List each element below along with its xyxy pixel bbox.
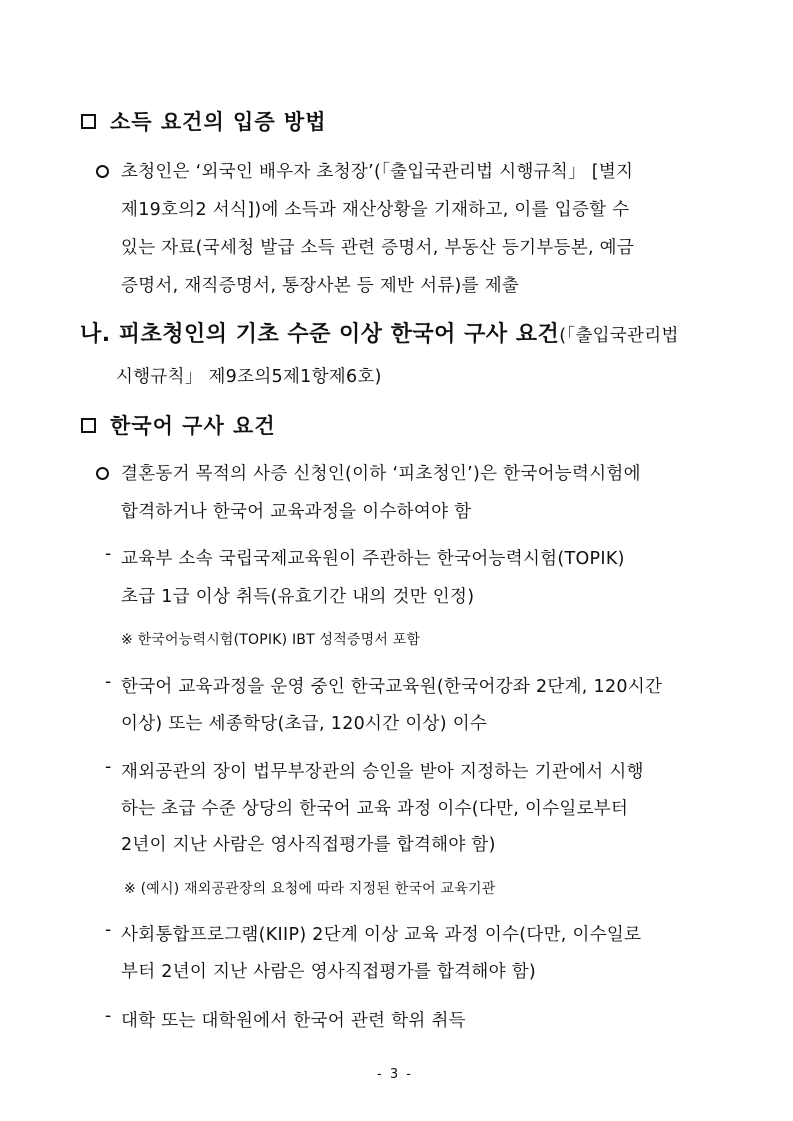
list-item-line: 교육부 소속 국립국제교육원이 주관하는 한국어능력시험(TOPIK): [121, 549, 625, 569]
subsection-title: [80, 317, 679, 348]
list-item-line: 2년이 지난 사람은 영사직접평가를 합격해야 함): [121, 835, 496, 855]
section-heading-korean-requirement: 한국어 구사 요건: [110, 414, 276, 438]
list-item-line: 하는 초급 수준 상당의 한국어 교육 과정 이수(다만, 이수일로부터: [121, 799, 629, 819]
checkbox-square-icon: [81, 114, 96, 129]
paragraph-line: 제19호의2 서식])에 소득과 재산상황을 기재하고, 이를 입증할 수: [121, 200, 630, 220]
circle-bullet-icon: [96, 467, 109, 480]
section-heading-income-proof: 소득 요건의 입증 방법: [110, 110, 327, 134]
list-item-line: 초급 1급 이상 취득(유효기간 내의 것만 인정): [121, 587, 475, 607]
list-item-line: 부터 2년이 지난 사람은 영사직접평가를 합격해야 함): [121, 962, 537, 982]
subsection-title-reference-cont: 시행규칙」 제9조의5제1항제6호): [116, 367, 382, 387]
list-item-line: 한국어 교육과정을 운영 중인 한국교육원(한국어강좌 2단계, 120시간: [121, 677, 663, 697]
dash-bullet: -: [105, 757, 112, 777]
subsection-title-reference: (「출입국관리법: [559, 326, 679, 346]
reference-note: ※ 한국어능력시험(TOPIK) IBT 성적증명서 포함: [121, 632, 421, 648]
paragraph-line: 있는 자료(국세청 발급 소득 관련 증명서, 부동산 등기부등본, 예금: [121, 238, 635, 258]
paragraph-line: 합격하거나 한국어 교육과정을 이수하여야 함: [121, 502, 472, 522]
list-item-line: 재외공관의 장이 법무부장관의 승인을 받아 지정하는 기관에서 시행: [121, 762, 644, 782]
subsection-title-bold: 나. 피초청인의 기초 수준 이상 한국어 구사 요건: [80, 322, 560, 347]
dash-bullet: -: [105, 672, 112, 692]
paragraph-line: 결혼동거 목적의 사증 신청인(이하 ‘피초청인’)은 한국어능력시험에: [121, 464, 641, 484]
checkbox-square-icon: [81, 418, 96, 433]
paragraph-line: 초청인은 ‘외국인 배우자 초청장’(「출입국관리법 시행규칙」 [별지: [121, 162, 634, 182]
paragraph-line: 증명서, 재직증명서, 통장사본 등 제반 서류)를 제출: [121, 276, 520, 296]
dash-bullet: -: [105, 920, 112, 940]
list-item-line: 대학 또는 대학원에서 한국어 관련 학위 취득: [121, 1011, 466, 1031]
reference-note: ※ (예시) 재외공관장의 요청에 따라 지정된 한국어 교육기관: [124, 881, 496, 897]
list-item-line: 사회통합프로그램(KIIP) 2단계 이상 교육 과정 이수(다만, 이수일로: [121, 925, 642, 945]
dash-bullet: -: [105, 1006, 112, 1026]
list-item-line: 이상) 또는 세종학당(초급, 120시간 이상) 이수: [121, 714, 488, 734]
dash-bullet: -: [105, 544, 112, 564]
circle-bullet-icon: [96, 165, 109, 178]
page-number: - 3 -: [377, 1067, 413, 1082]
